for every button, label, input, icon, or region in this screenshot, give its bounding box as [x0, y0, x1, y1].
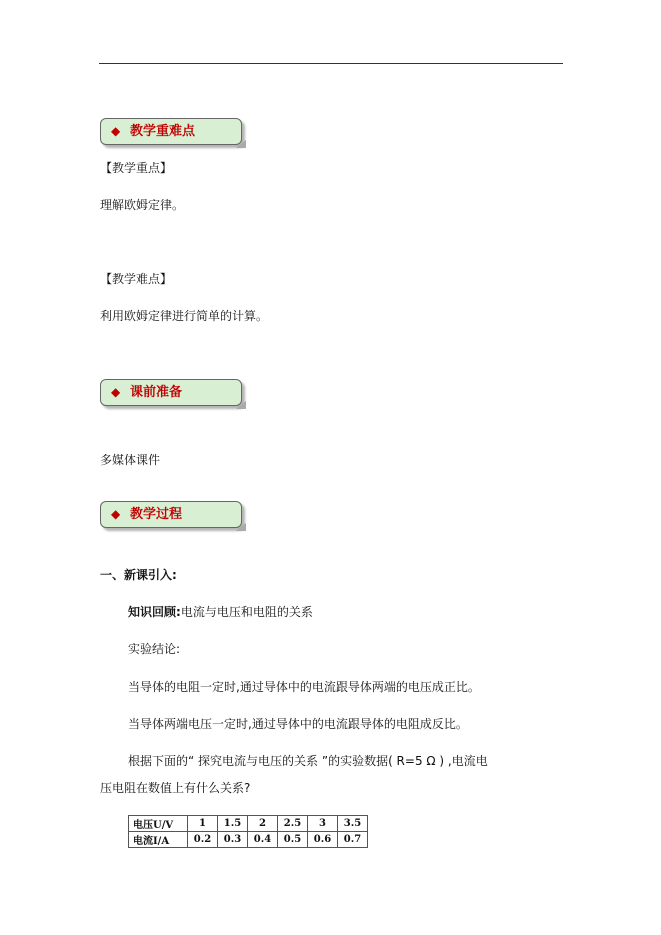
question-line-2: 压电阻在数值上有什么关系? [100, 781, 251, 795]
table-cell: 0.2 [188, 832, 218, 848]
table-cell: 0.7 [338, 832, 368, 848]
table-row [129, 816, 368, 832]
key-points-text: 理解欧姆定律。 [100, 198, 185, 212]
section-title: 课前准备 [130, 385, 183, 400]
data-table [128, 815, 368, 848]
conclusion-1: 当导体的电阻一定时,通过导体中的电流跟导体两端的电压成正比。 [128, 680, 480, 694]
table-cell: 2 [248, 816, 278, 832]
page-curl-icon [236, 523, 246, 531]
table-cell: 0.4 [248, 832, 278, 848]
conclusion-2: 当导体两端电压一定时,通过导体中的电流跟导体的电阻成反比。 [128, 717, 468, 731]
table-cell: 1.5 [218, 816, 248, 832]
row-label-current: 电流I/A [129, 832, 188, 848]
review-text: 电流与电压和电阻的关系 [180, 605, 313, 619]
table-cell: 1 [188, 816, 218, 832]
diamond-icon: ◆ [111, 124, 121, 138]
prep-text: 多媒体课件 [100, 453, 161, 467]
question-line-1: 根据下面的“ 探究电流与电压的关系 ”的实验数据( R=5 Ω ) ,电流电 [128, 754, 488, 768]
table-cell: 3 [308, 816, 338, 832]
page-curl-icon [236, 140, 246, 148]
table-cell: 3.5 [338, 816, 368, 832]
page-curl-icon [236, 401, 246, 409]
table-cell: 0.5 [278, 832, 308, 848]
table-cell: 0.6 [308, 832, 338, 848]
section-header-process [100, 501, 246, 531]
table-row [129, 832, 368, 848]
diamond-icon: ◆ [111, 507, 121, 521]
table-cell: 2.5 [278, 816, 308, 832]
difficulty-text: 利用欧姆定律进行简单的计算。 [100, 309, 269, 323]
knowledge-review [128, 605, 313, 620]
section-title: 教学重难点 [130, 124, 196, 139]
key-points-heading: 【教学重点】 [100, 161, 173, 175]
header-rule [99, 63, 563, 64]
section-title: 教学过程 [130, 507, 183, 522]
diamond-icon: ◆ [111, 385, 121, 399]
row-label-voltage: 电压U/V [129, 816, 188, 832]
review-label: 知识回顾: [128, 605, 181, 619]
difficulty-heading: 【教学难点】 [100, 272, 173, 286]
table-cell: 0.3 [218, 832, 248, 848]
section-header-prep [100, 379, 246, 409]
part1-heading: 一、新课引入: [100, 568, 177, 582]
section-header-focus [100, 118, 246, 148]
conclusion-label: 实验结论: [128, 642, 181, 656]
